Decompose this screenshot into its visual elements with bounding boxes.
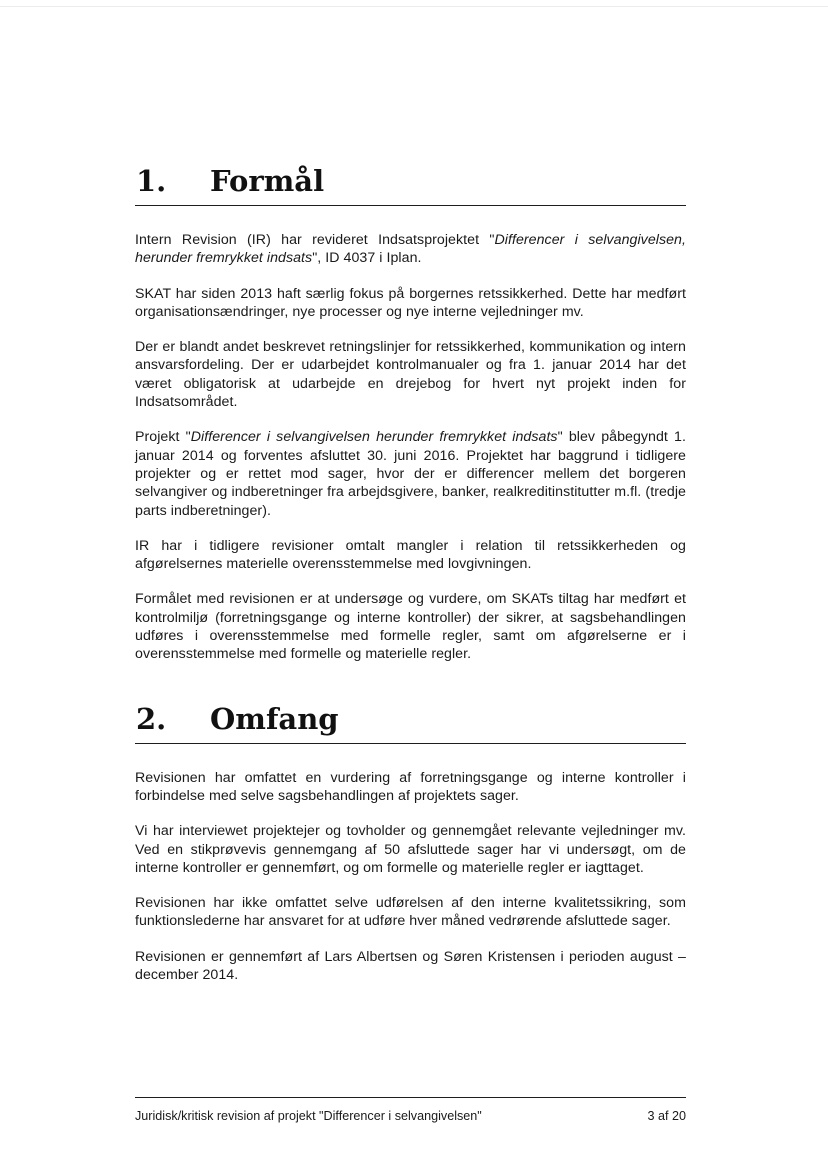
section-body — [135, 231, 686, 664]
italic-text: Differencer i selvangivelsen herunder fremrykket indsats — [190, 429, 558, 446]
paragraph-text: SKAT har siden 2013 haft særlig fokus på borgernes retssikkerhed. Dette har medført organisationsændringer, nye processer og nye interne vejledninger mv. — [135, 285, 686, 320]
section-heading — [135, 164, 686, 206]
paragraph — [135, 894, 686, 931]
paragraph-text: Revisionen har omfattet en vurdering af forretningsgange og interne kontroller i forbindelse med selve sagsbehandlingen af projektets sager. — [135, 769, 686, 804]
section-formaal — [135, 164, 686, 664]
paragraph — [135, 590, 686, 663]
footer-divider — [135, 1097, 686, 1098]
section-body — [135, 769, 686, 985]
page-edge — [0, 6, 828, 7]
section-title: Formål — [210, 164, 325, 198]
paragraph-text: Formålet med revisionen er at undersøge og vurdere, om SKATs tiltag har medført et kontrolmiljø (forretningsgange og interne kontroller) der sikrer, at sagsbehandlingen udføres i overensstemmelse med formelle regler, samt om afgørelserne er i overensstemmelse med formelle og materielle regler. — [135, 591, 686, 663]
section-number: 2. — [136, 701, 167, 736]
page-number: 3 af 20 — [647, 1109, 686, 1123]
section-omfang — [135, 702, 686, 985]
paragraph — [135, 428, 686, 519]
paragraph-text: Projekt " — [135, 429, 191, 446]
paragraph — [135, 231, 686, 268]
paragraph — [135, 822, 686, 877]
paragraph-text: Intern Revision (IR) har revideret Indsatsprojektet " — [135, 232, 495, 248]
paragraph — [135, 338, 686, 411]
paragraph — [135, 537, 686, 574]
paragraph-text: " blev påbegyndt 1. januar 2014 og forventes afsluttet 30. juni 2016. Projektet har baggrund i tidligere projekter og er rettet mod sager, hvor der er differencer mellem det borgeren selvangiver og indberetninger fra arbejdsgivere, banker, realkreditinstitutter m.fl. (tredje parts indberetninger). — [135, 429, 686, 519]
paragraph-text: IR har i tidligere revisioner omtalt mangler i relation til retssikkerheden og afgørelsernes materielle overensstemmelse med lovgivningen. — [135, 537, 686, 573]
paragraph-text: Revisionen er gennemført af Lars Albertsen og Søren Kristensen i perioden august – december 2014. — [135, 948, 686, 984]
section-title: Omfang — [210, 701, 339, 736]
paragraph-text: Vi har interviewet projektejer og tovholder og gennemgået relevante vejledninger mv. Ved en stikprøvevis gennemgang af 50 afsluttede sager har vi undersøgt, om de interne kontroller er gennemført, og om formelle og materielle regler er iagttaget. — [135, 823, 686, 876]
page-content — [135, 164, 686, 984]
paragraph — [135, 948, 686, 985]
paragraph — [135, 285, 686, 322]
paragraph-text: Der er blandt andet beskrevet retningslinjer for retssikkerhed, kommunikation og intern ansvarsfordeling. Der er udarbejdet kontrolmanualer og fra 1. januar 2014 har det været obligatorisk at udarbejde en drejebog for hvert nyt projekt inden for Indsatsområdet. — [135, 339, 686, 411]
section-heading — [135, 702, 686, 744]
paragraph — [135, 769, 686, 806]
page-footer — [135, 1108, 686, 1124]
section-number: 1. — [136, 164, 167, 198]
footer-document-title: Juridisk/kritisk revision af projekt "Differencer i selvangivelsen" — [135, 1109, 482, 1123]
paragraph-text: Revisionen har ikke omfattet selve udførelsen af den interne kvalitetssikring, som funktionslederne har ansvaret for at udføre hver måned vedrørende afsluttede sager. — [135, 895, 686, 930]
paragraph-text: ", ID 4037 i Iplan. — [312, 250, 422, 267]
italic-text: Differencer i selvangivelsen, herunder fremrykket indsats — [135, 232, 686, 267]
